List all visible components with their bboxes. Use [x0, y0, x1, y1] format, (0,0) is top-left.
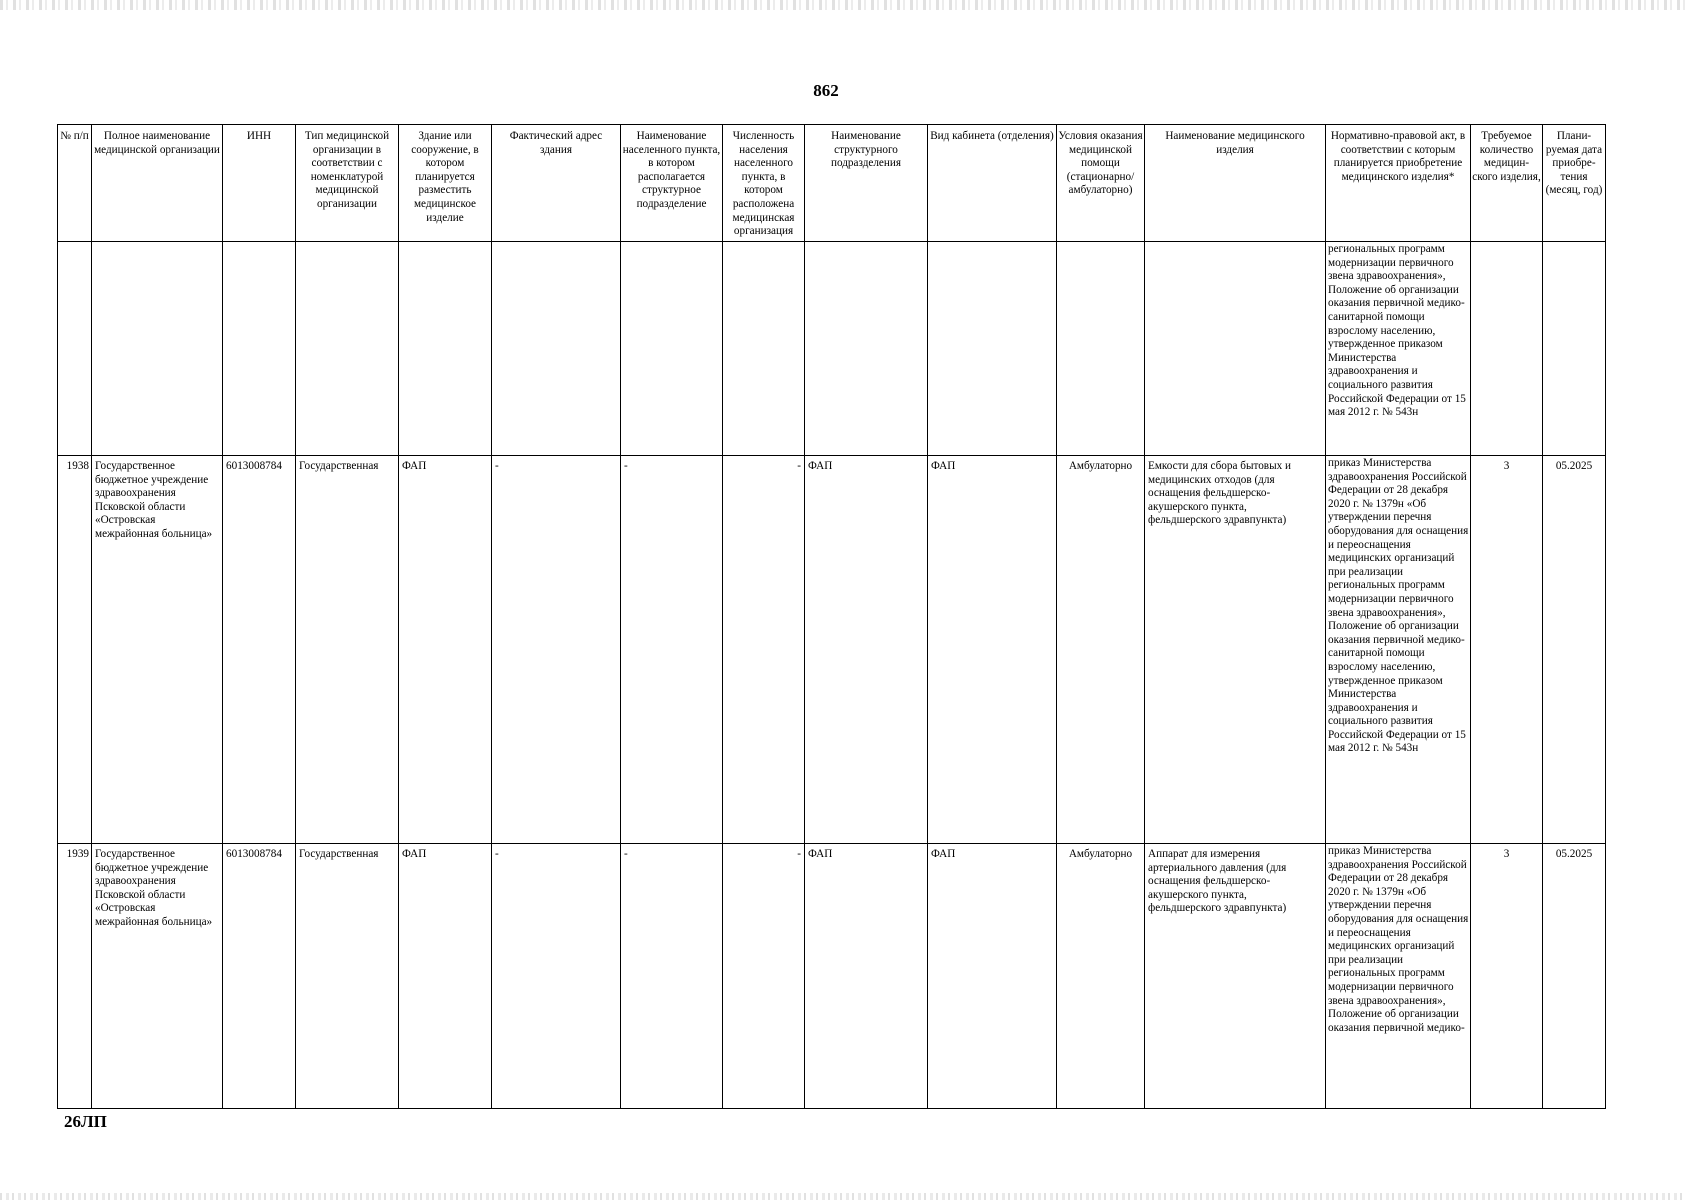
column-header-settlement: Наименование населенного пункта, в котором располагается структурное подразделение: [621, 125, 723, 242]
table-row: [58, 456, 1606, 844]
cell-address: -: [492, 844, 621, 1109]
column-header-conditions: Условия оказания медицинской помощи (стационарно/ амбулаторно): [1057, 125, 1145, 242]
cell-date: 05.2025: [1543, 456, 1606, 844]
cell-settlement: -: [621, 844, 723, 1109]
scan-edge-bottom: [0, 1193, 1686, 1200]
cell-population: -: [723, 456, 805, 844]
column-header-legal-act: Нормативно-правовой акт, в соответствии с которым планируется приобретение медицинского изделия*: [1326, 125, 1471, 242]
cell-quantity: 3: [1471, 844, 1543, 1109]
cell-device: Аппарат для измерения артериального давления (для оснащения фельдшерско-акушерского пункта, фельдшерского здравпункта): [1145, 844, 1326, 1109]
cell-legal-act: приказ Министерства здравоохранения Российской Федерации от 28 декабря 2020 г. № 1379н «Об утверждении перечня оборудования для оснащения и переоснащения медицинских организаций при реализации региональных программ модернизации первичного звена здравоохранения», Положение об организации оказания первичной медико-санитарной помощи взрослому населению, утвержденное приказом Министерства здравоохранения и социального развития Российской Федерации от 15 мая 2012 г. № 543н: [1326, 456, 1471, 844]
cell-building: ФАП: [399, 456, 492, 844]
cell-legal-act: региональных программ модернизации первичного звена здравоохранения», Положение об организации оказания первичной медико-санитарной помощи взрослому населению, утвержденное приказом Министерства здравоохранения и социального развития Российской Федерации от 15 мая 2012 г. № 543н: [1326, 242, 1471, 456]
cell-legal-act: приказ Министерства здравоохранения Российской Федерации от 28 декабря 2020 г. № 1379н «Об утверждении перечня оборудования для оснащения и переоснащения медицинских организаций при реализации региональных программ модернизации первичного звена здравоохранения», Положение об организации оказания первичной медико-: [1326, 844, 1471, 1109]
column-header-org-type: Тип медицинской организации в соответствии с номенклатурой медицинской организации: [296, 125, 399, 242]
table-row-continuation: [58, 242, 1606, 456]
table-header-row: [58, 125, 1606, 242]
column-header-num: № п/п: [58, 125, 92, 242]
cell-building: ФАП: [399, 844, 492, 1109]
scan-edge-top: [0, 0, 1686, 10]
cell-inn: 6013008784: [223, 844, 296, 1109]
cell-org-type: Государственная: [296, 456, 399, 844]
cell-date: 05.2025: [1543, 844, 1606, 1109]
cell-num: 1938: [58, 456, 92, 844]
column-header-inn: ИНН: [223, 125, 296, 242]
column-header-device: Наименование медицинского изделия: [1145, 125, 1326, 242]
cell-org-name: Государственное бюджетное учреждение здравоохранения Псковской области «Островская межрайонная больница»: [92, 844, 223, 1109]
cell-subdivision: ФАП: [805, 844, 928, 1109]
column-header-cabinet: Вид кабинета (отделения): [928, 125, 1057, 242]
footer-document-code: 26ЛП: [64, 1112, 107, 1131]
cell-conditions: Амбулаторно: [1057, 456, 1145, 844]
page-number: 862: [813, 81, 839, 100]
cell-num: 1939: [58, 844, 92, 1109]
column-header-date: Плани-руемая дата приобре-тения (месяц, год): [1543, 125, 1606, 242]
cell-conditions: Амбулаторно: [1057, 844, 1145, 1109]
column-header-subdivision: Наименование структурного подразделения: [805, 125, 928, 242]
cell-cabinet: ФАП: [928, 456, 1057, 844]
cell-quantity: 3: [1471, 456, 1543, 844]
equipment-table: [57, 124, 1606, 1109]
cell-subdivision: ФАП: [805, 456, 928, 844]
column-header-building: Здание или сооружение, в котором планируется разместить медицинское изделие: [399, 125, 492, 242]
cell-org-name: Государственное бюджетное учреждение здравоохранения Псковской области «Островская межрайонная больница»: [92, 456, 223, 844]
cell-address: -: [492, 456, 621, 844]
cell-population: -: [723, 844, 805, 1109]
column-header-population: Численность населения населенного пункта, в котором расположена медицинская организация: [723, 125, 805, 242]
cell-org-type: Государственная: [296, 844, 399, 1109]
cell-settlement: -: [621, 456, 723, 844]
column-header-org-name: Полное наименование медицинской организации: [92, 125, 223, 242]
cell-inn: 6013008784: [223, 456, 296, 844]
cell-cabinet: ФАП: [928, 844, 1057, 1109]
column-header-quantity: Требуемое количество медицин-ского изделия,: [1471, 125, 1543, 242]
column-header-address: Фактический адрес здания: [492, 125, 621, 242]
table-row: [58, 844, 1606, 1109]
cell-device: Емкости для сбора бытовых и медицинских отходов (для оснащения фельдшерско-акушерского пункта, фельдшерского здравпункта): [1145, 456, 1326, 844]
